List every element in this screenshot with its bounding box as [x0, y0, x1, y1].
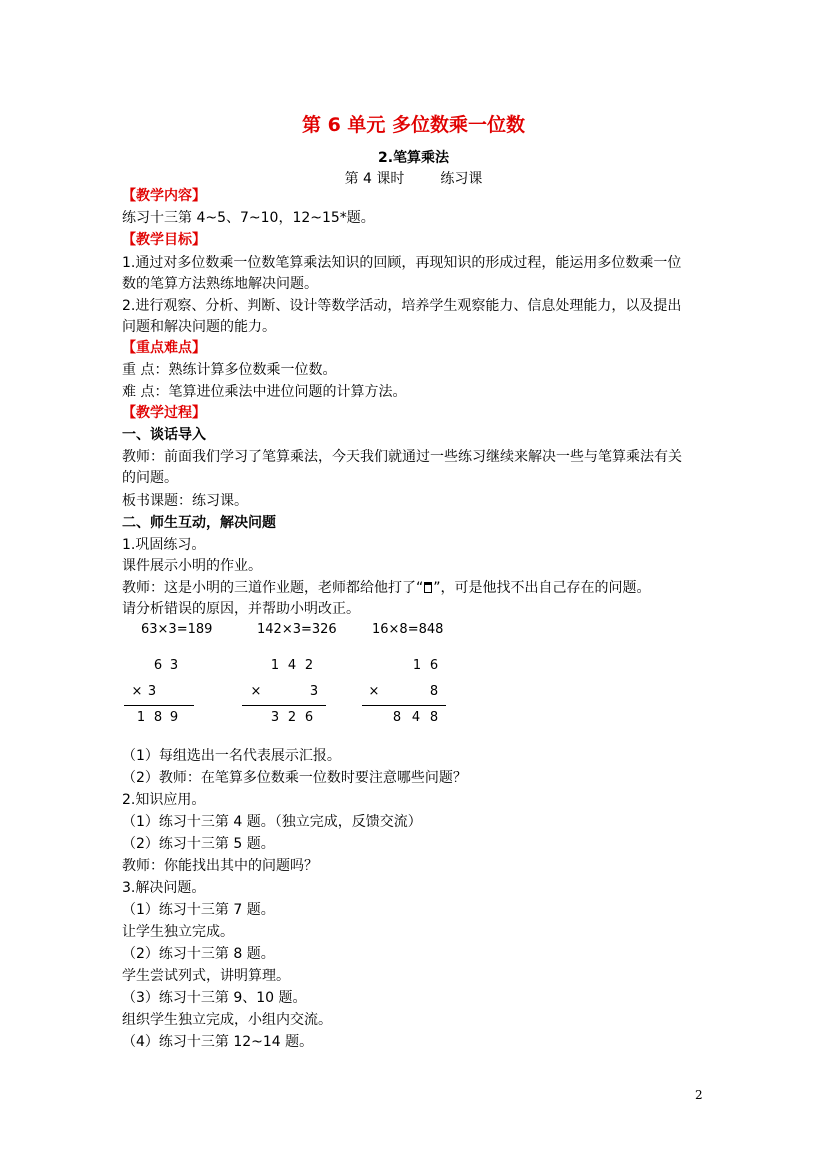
- after-line-8: （1）练习十三第 7 题。: [122, 902, 275, 918]
- key-header: 【重点难点】: [122, 340, 206, 356]
- goal2-line1: 2.进行观察、分析、判断、设计等数学活动，培养学生观察能力、信息处理能力，以及提出: [122, 298, 682, 314]
- after-line-5: （2）练习十三第 5 题。: [122, 836, 275, 852]
- key-point: 重 点：熟练计算多位数乘一位数。: [122, 362, 337, 378]
- after-line-6: 教师：你能找出其中的问题吗？: [122, 858, 318, 874]
- lesson-type: 练习课: [440, 171, 483, 187]
- part1-line1: 教师：前面我们学习了笔算乘法，今天我们就通过一些练习继续来解决一些与笔算乘法有关: [122, 449, 682, 465]
- part2-line1: 1.巩固练习。: [122, 537, 206, 553]
- after-line-13: 组织学生独立完成，小组内交流。: [122, 1012, 332, 1028]
- goal1-line1: 1.通过对多位数乘一位数笔算乘法知识的回顾，再现知识的形成过程，能运用多位数乘一位: [122, 255, 682, 271]
- vertical-calc-3: 1 6 × 8 8 4 8: [362, 658, 446, 728]
- hard-point: 难 点：笔算进位乘法中进位问题的计算方法。: [122, 384, 407, 400]
- mark-icon: [424, 582, 432, 593]
- after-line-14: （4）练习十三第 12~14 题。: [122, 1034, 314, 1050]
- after-line-3: 2.知识应用。: [122, 792, 206, 808]
- after-line-2: （2）教师：在笔算多位数乘一位数时要注意哪些问题？: [122, 770, 467, 786]
- goal2-line2: 问题和解决问题的能力。: [122, 319, 276, 335]
- after-line-12: （3）练习十三第 9、10 题。: [122, 990, 307, 1006]
- section-subtitle: 2.笔算乘法: [377, 150, 450, 166]
- equation-3: 16×8=848: [372, 622, 444, 637]
- goal1-line2: 数的笔算方法熟练地解决问题。: [122, 276, 318, 292]
- content-header: 【教学内容】: [122, 188, 206, 204]
- part1-line3: 板书课题：练习课。: [122, 493, 248, 509]
- page-number: 2: [695, 1088, 703, 1102]
- after-line-4: （1）练习十三第 4 题。（独立完成，反馈交流）: [122, 814, 422, 830]
- part2-line2: 课件展示小明的作业。: [122, 558, 262, 574]
- part2-line3: 教师：这是小明的三道作业题，老师都给他打了“ ”，可是他找不出自己存在的问题。: [122, 580, 651, 596]
- vertical-calc-2: 1 4 2 × 3 3 2 6: [242, 658, 326, 728]
- process-header: 【教学过程】: [122, 405, 206, 421]
- lesson-line: [0, 168, 827, 188]
- goals-header: 【教学目标】: [122, 232, 206, 248]
- equation-1: 63×3=189: [141, 622, 213, 637]
- content-text: 练习十三第 4~5、7~10，12~15*题。: [122, 210, 375, 226]
- after-line-11: 学生尝试列式，讲明算理。: [122, 968, 290, 984]
- part1-title: 一、谈话导入: [122, 427, 206, 443]
- after-line-7: 3.解决问题。: [122, 880, 206, 896]
- part2-line4: 请分析错误的原因，并帮助小明改正。: [122, 601, 360, 617]
- after-line-1: （1）每组选出一名代表展示汇报。: [122, 748, 341, 764]
- lesson-period: 第 4 课时: [344, 171, 405, 187]
- unit-title: 第 6 单元 多位数乘一位数: [301, 114, 526, 136]
- part1-line2: 的问题。: [122, 470, 178, 486]
- vertical-calc-1: 6 3 × 3 1 8 9: [122, 658, 194, 728]
- equation-2: 142×3=326: [257, 622, 337, 637]
- after-line-10: （2）练习十三第 8 题。: [122, 946, 275, 962]
- part2-title: 二、师生互动，解决问题: [122, 515, 276, 531]
- after-line-9: 让学生独立完成。: [122, 924, 234, 940]
